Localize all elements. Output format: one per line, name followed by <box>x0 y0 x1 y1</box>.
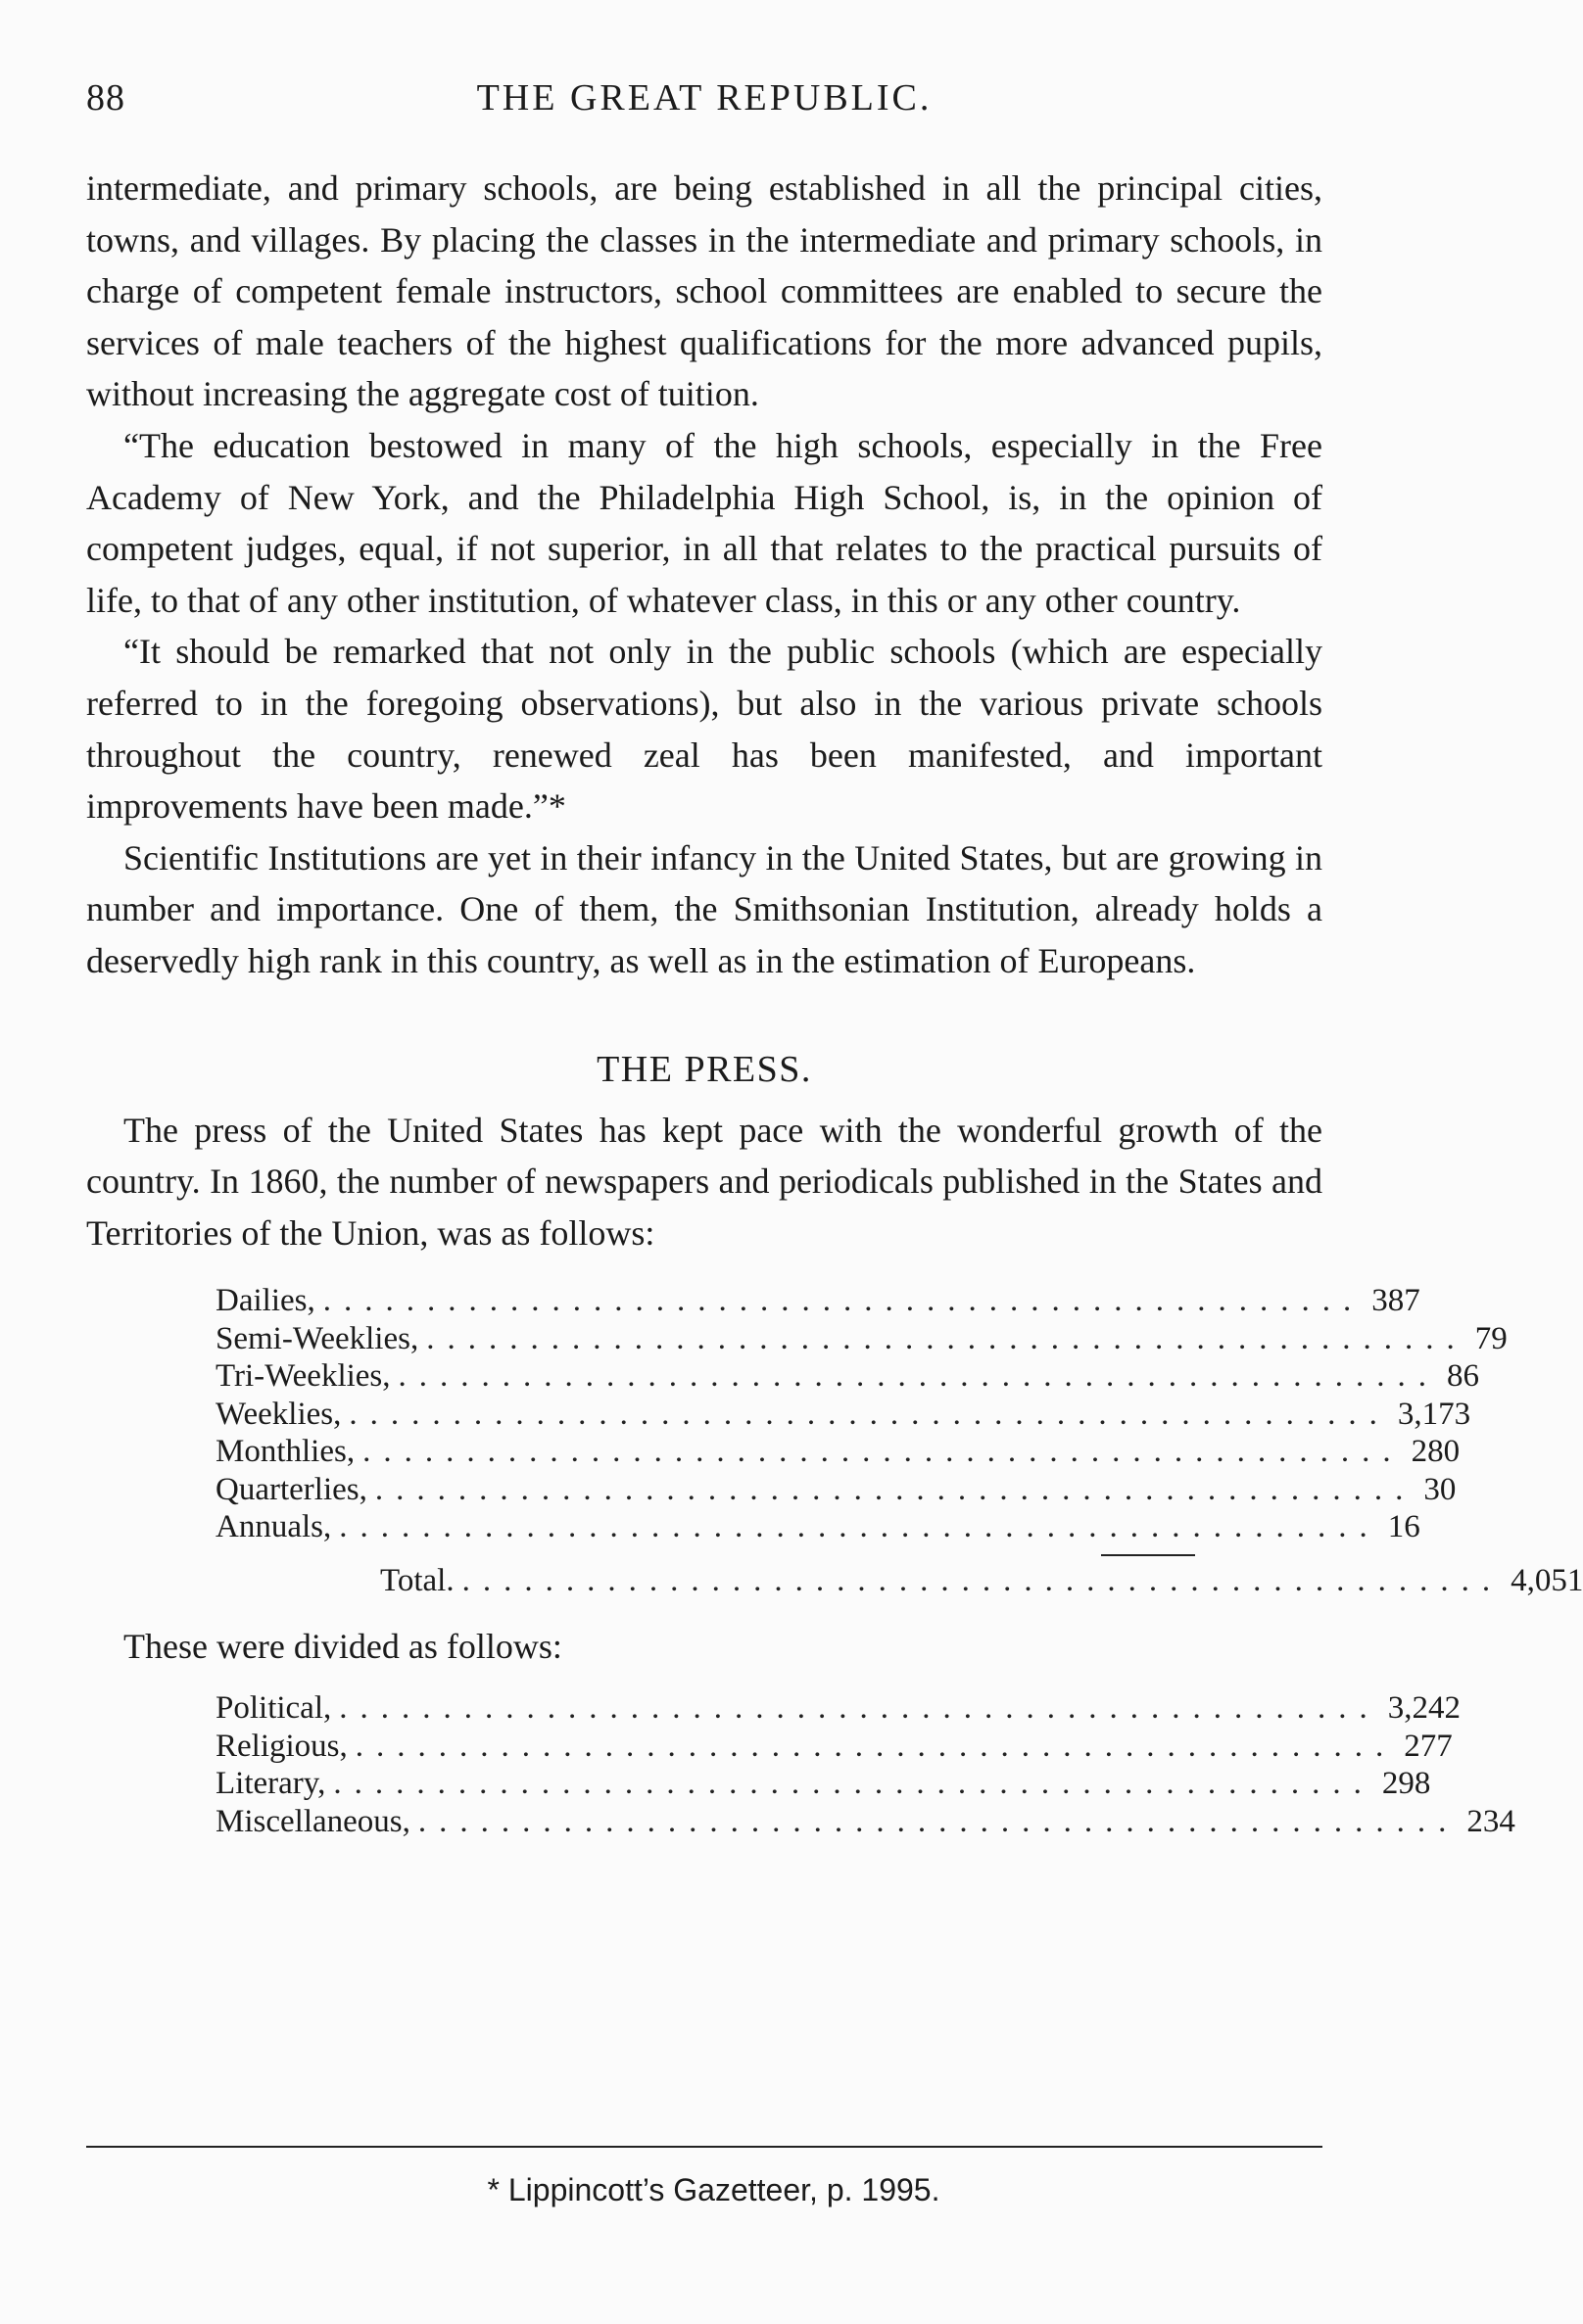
dot-leader: .................................................. <box>339 1690 1380 1727</box>
page-number: 88 <box>86 77 125 119</box>
running-head <box>86 76 1322 123</box>
row-value: 79 <box>1474 1320 1508 1356</box>
dot-leader: .................................................. <box>355 1728 1397 1764</box>
table-row <box>216 1728 1453 1766</box>
row-label: Literary, <box>216 1766 326 1802</box>
table-row <box>216 1508 1420 1546</box>
total-label: Total. <box>380 1562 455 1598</box>
footnote: * Lippincott’s Gazetteer, p. 1995. <box>487 2172 940 2207</box>
row-value: 16 <box>1387 1509 1420 1545</box>
row-value: 280 <box>1411 1434 1461 1470</box>
table-row <box>216 1396 1471 1434</box>
dot-leader: .................................................. <box>461 1562 1504 1598</box>
row-value: 3,173 <box>1397 1396 1471 1432</box>
dot-leader: .................................................. <box>362 1434 1404 1470</box>
dot-leader: .................................................. <box>426 1320 1467 1356</box>
row-value: 86 <box>1447 1358 1480 1395</box>
table-row <box>216 1357 1480 1396</box>
dot-leader: .................................................. <box>398 1358 1440 1395</box>
total-rule <box>1101 1554 1195 1556</box>
dot-leader: .................................................. <box>374 1471 1416 1507</box>
row-label: Weeklies, <box>216 1396 342 1432</box>
row-label: Annuals, <box>216 1509 332 1545</box>
row-value: 298 <box>1381 1766 1431 1802</box>
row-label: Monthlies, <box>216 1434 356 1470</box>
periodicals-table <box>216 1282 1583 1599</box>
total-value: 4,051 <box>1511 1562 1583 1598</box>
table-row <box>216 1320 1508 1358</box>
row-value: 277 <box>1404 1728 1453 1764</box>
paragraph-private-schools: “It should be remarked that not only in the public schools (which are especially referred to in the foregoing observations), but also in the various private schools throughout the country, renewed zeal has been manifested, and important improvements have been made.”* <box>86 632 1322 827</box>
row-value: 387 <box>1371 1283 1420 1319</box>
table-row <box>216 1689 1461 1728</box>
divided-intro: These were divided as follows: <box>123 1627 562 1667</box>
dot-leader: .................................................. <box>339 1509 1380 1545</box>
row-value: 30 <box>1423 1471 1457 1507</box>
section-intro-block <box>86 1105 1322 1259</box>
book-page <box>86 76 1583 1840</box>
paragraph-schools: intermediate, and primary schools, are being established in all the principal cities, towns, and villages. By placing the classes in the intermediate and primary schools, in charge of competent female instructors, school committees are enabled to secure the services of male teachers of the highest qualifications for the more advanced pupils, without increasing the aggregate cost of tuition. <box>86 168 1322 414</box>
row-label: Quarterlies, <box>216 1471 367 1507</box>
divided-table <box>216 1689 1515 1840</box>
table-row <box>216 1433 1461 1471</box>
dot-leader: .................................................. <box>322 1283 1365 1319</box>
body-text <box>86 163 1322 987</box>
row-label: Religious, <box>216 1728 348 1764</box>
table-row <box>216 1765 1431 1803</box>
row-value: 234 <box>1466 1803 1515 1839</box>
table-row <box>216 1282 1420 1320</box>
table-row <box>216 1803 1515 1841</box>
total-row <box>216 1562 1583 1600</box>
row-label: Political, <box>216 1690 332 1727</box>
row-label: Miscellaneous, <box>216 1803 410 1839</box>
running-title: THE GREAT REPUBLIC. <box>476 77 933 119</box>
dot-leader: .................................................. <box>417 1803 1460 1839</box>
footnote-rule <box>86 2146 1322 2148</box>
paragraph-high-schools: “The education bestowed in many of the high schools, especially in the Free Academy of New York, and the Philadelphia High School, is, in the opinion of competent judges, equal, if not superior, in all that relates to the practical pursuits of life, to that of any other institution, of whatever class, in this or any other country. <box>86 425 1322 620</box>
dot-leader: .................................................. <box>349 1396 1390 1432</box>
section-title: THE PRESS. <box>597 1048 812 1090</box>
table-row <box>216 1471 1457 1509</box>
row-value: 3,242 <box>1387 1690 1461 1727</box>
paragraph-scientific-institutions: Scientific Institutions are yet in their infancy in the United States, but are growing in number and importance. One of them, the Smithsonian Institution, already holds a deservedly high rank in this country, as well as in the estimation of Europeans. <box>86 837 1322 980</box>
row-label: Semi-Weeklies, <box>216 1320 419 1356</box>
section-intro: The press of the United States has kept pace with the wonderful growth of the country. In 1860, the number of newspapers and periodicals published in the States and Territories of the Union, was as follows: <box>86 1110 1322 1253</box>
row-label: Tri-Weeklies, <box>216 1358 391 1395</box>
dot-leader: .................................................. <box>333 1766 1374 1802</box>
row-label: Dailies, <box>216 1283 315 1319</box>
